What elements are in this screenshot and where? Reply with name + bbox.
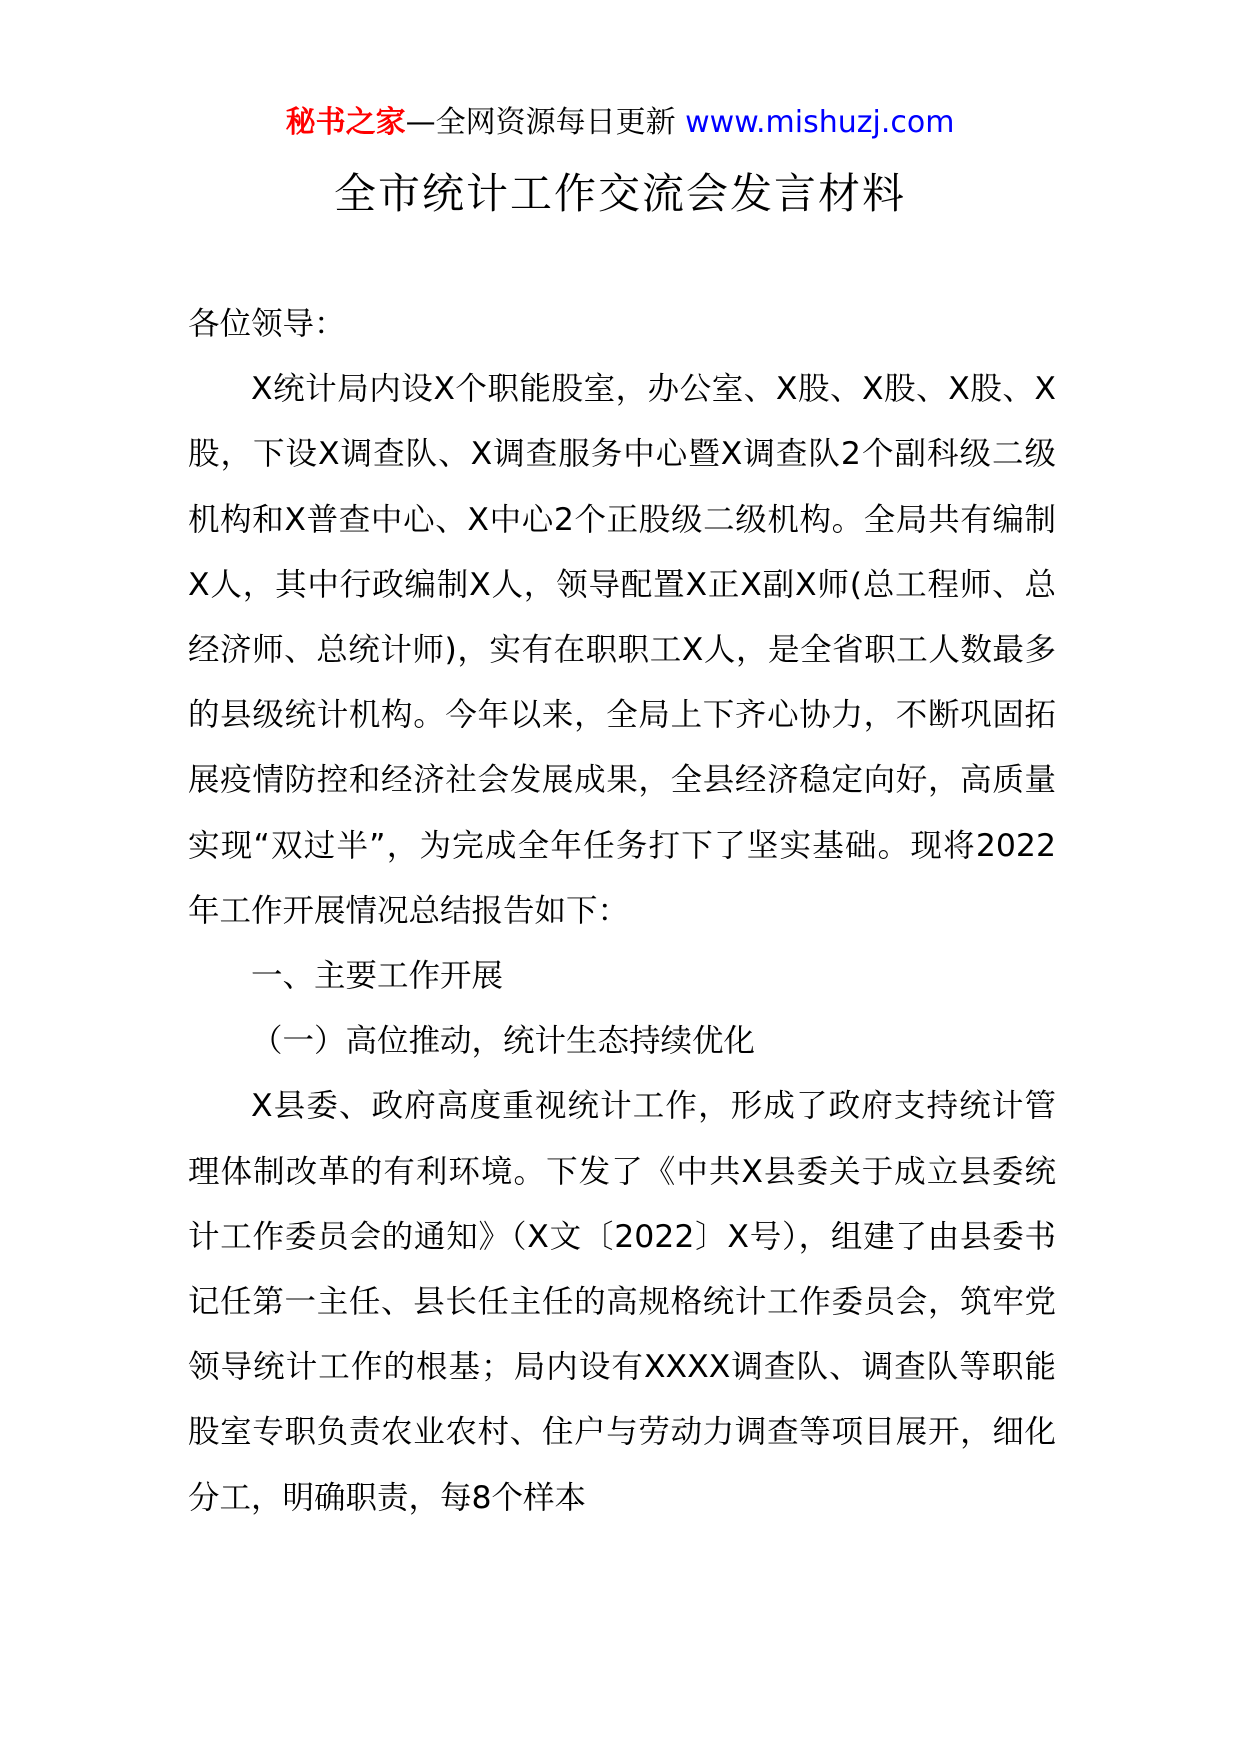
subsection-paragraph: X县委、政府高度重视统计工作，形成了政府支持统计管理体制改革的有利环境。下发了《中共X县委关于成立县委统计工作委员会的通知》（X文〔2022〕X号），组建了由县委书记任第一主任、县长任主任的高规格统计工作委员会，筑牢党领导统计工作的根基；局内设有XXXX调查队、调查队等职能股室专职负责农业农村、住户与劳动力调查等项目展开，细化分工，明确职责，每8个样本: [188, 1088, 1056, 1516]
source-banner: [0, 100, 1240, 146]
intro-paragraph: X统计局内设X个职能股室，办公室、X股、X股、X股、X股，下设X调查队、X调查服务中心暨X调查队2个副科级二级机构和X普查中心、X中心2个正股级二级机构。全局共有编制X人，其中行政编制X人，领导配置X正X副X师(总工程师、总经济师、总统计师)，实有在职职工X人，是全省职工人数最多的县级统计机构。今年以来，全局上下齐心协力，不断巩固拓展疫情防控和经济社会发展成果，全县经济稳定向好，高质量实现“双过半”，为完成全年任务打下了坚实基础。现将2022年工作开展情况总结报告如下：: [188, 371, 1056, 929]
document-title: 全市统计工作交流会发言材料: [333, 169, 906, 218]
section-heading-main-work: 一、主要工作开展: [251, 958, 504, 995]
document-body: [188, 292, 1056, 1531]
subsection-heading-high-level-push: （一）高位推动，统计生态持续优化: [251, 1023, 756, 1060]
brand-name: 秘书之家: [285, 105, 406, 140]
banner-tagline: —全网资源每日更新: [405, 105, 686, 140]
site-url-link[interactable]: www.mishuzj.com: [685, 105, 955, 140]
salutation: 各位领导：: [188, 306, 346, 342]
